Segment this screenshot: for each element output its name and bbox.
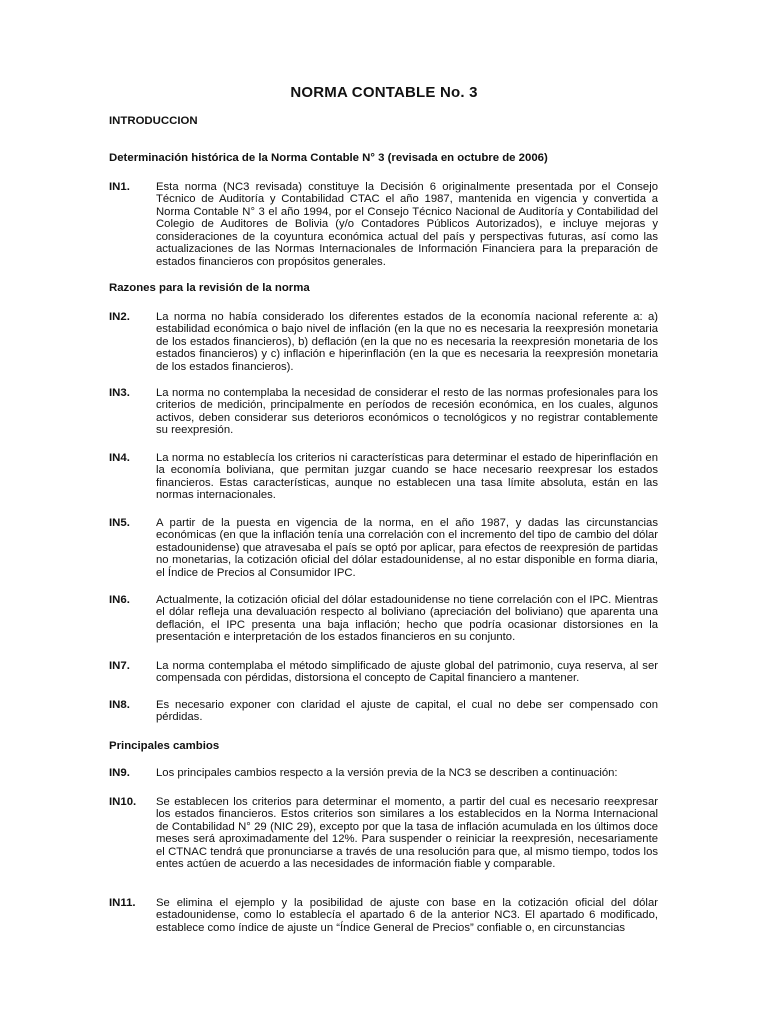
paragraph-code: IN7. (109, 660, 130, 672)
paragraph-text: Es necesario exponer con claridad el ajuste de capital, el cual no debe ser compensado con pérdidas. (156, 699, 658, 724)
paragraph-code: IN3. (109, 387, 130, 399)
section-heading-introduccion: INTRODUCCION (109, 115, 198, 127)
paragraph-code: IN1. (109, 181, 130, 193)
paragraph-text: La norma no establecía los criterios ni características para determinar el estado de hiperinflación en la economía boliviana, que permitan juzgar cuando se hace necesario reexpresar los estados financieros. Estas características, aunque no establecen una tasa límite absoluta, están en las normas internacionales. (156, 452, 658, 502)
paragraph-code: IN2. (109, 311, 130, 323)
document-title: NORMA CONTABLE No. 3 (290, 84, 478, 101)
paragraph-code: IN11. (109, 897, 136, 909)
paragraph-text: Los principales cambios respecto a la versión previa de la NC3 se describen a continuación: (156, 767, 618, 779)
paragraph-text: La norma contemplaba el método simplificado de ajuste global del patrimonio, cuya reserva, al ser compensada con pérdidas, distorsiona el concepto de Capital financiero a mantener. (156, 660, 658, 685)
paragraph-text: La norma no había considerado los diferentes estados de la economía nacional referente a: a) estabilidad económica o bajo nivel de inflación (en la que no es necesaria la reexpresión monetaria de los estados financieros), b) deflación (en la que no es necesaria la reexpresión monetaria de los estados financieros) y c) inflación e hiperinflación (en la que es necesaria la reexpresión monetaria de los estados financieros). (156, 311, 658, 373)
paragraph-text: A partir de la puesta en vigencia de la norma, en el año 1987, y dadas las circunstancias económicas (en que la inflación tenía una correlación con el incremento del tipo de cambio del dólar estadounidense) que atravesaba el país se optó por aplicar, para efectos de reexpresión de partidas no monetarias, la cotización oficial del dólar estadounidense, al no estar disponible en forma diaria, el Índice de Precios al Consumidor IPC. (156, 517, 658, 579)
paragraph-text: Esta norma (NC3 revisada) constituye la Decisión 6 originalmente presentada por el Consejo Técnico de Auditoría y Contabilidad CTAC el año 1987, mantenida en vigencia y convertida a Norma Contable N° 3 el año 1994, por el Consejo Técnico Nacional de Auditoría y Contabilidad del Colegio de Auditores de Bolivia (y/o Contadores Públicos Autorizados), e incluye mejoras y consideraciones de la coyuntura económica actual del país y perspectivas futuras, así como las actualizaciones de las Normas Internacionales de Información Financiera para la preparación de estados financieros con propósitos generales. (156, 181, 658, 268)
paragraph-text: Se elimina el ejemplo y la posibilidad de ajuste con base en la cotización oficial del dólar estadounidense, como lo establecía el apartado 6 de la anterior NC3. El apartado 6 modificado, establece como índice de ajuste un “Índice General de Precios” confiable o, en circunstancias (156, 897, 658, 934)
paragraph-code: IN5. (109, 517, 130, 529)
paragraph-code: IN10. (109, 796, 137, 808)
paragraph-code: IN8. (109, 699, 130, 711)
paragraph-code: IN9. (109, 767, 130, 779)
paragraph-code: IN6. (109, 594, 130, 606)
section-heading-historical: Determinación histórica de la Norma Contable N° 3 (revisada en octubre de 2006) (109, 152, 548, 164)
section-heading-changes: Principales cambios (109, 740, 220, 752)
section-heading-reasons: Razones para la revisión de la norma (109, 282, 310, 294)
paragraph-text: Actualmente, la cotización oficial del dólar estadounidense no tiene correlación con el IPC. Mientras el dólar refleja una devaluación respecto al boliviano (apreciación del boliviano) que aparenta una deflación, el IPC presenta una baja inflación; hecho que podría ocasionar distorsiones en la presentación e interpretación de los estados financieros en su conjunto. (156, 594, 658, 644)
paragraph-text: La norma no contemplaba la necesidad de considerar el resto de las normas profesionales para los criterios de medición, principalmente en períodos de recesión económica, en los cuales, algunos activos, deben considerar sus deterioros económicos o tecnológicos y no registrar contablemente su reexpresión. (156, 387, 658, 437)
paragraph-code: IN4. (109, 452, 130, 464)
paragraph-text: Se establecen los criterios para determinar el momento, a partir del cual es necesario reexpresar los estados financieros. Estos criterios son similares a los establecidos en la Norma Internacional de Contabilidad N° 29 (NIC 29), excepto por que la tasa de inflación acumulada en los últimos doce meses será aproximadamente del 12%. Para suspender o reiniciar la reexpresión, necesariamente el CTNAC tendrá que pronunciarse a través de una resolución para que, al mismo tiempo, todos los entes actúen de acuerdo a las necesidades de información fiable y comparable. (156, 796, 658, 871)
